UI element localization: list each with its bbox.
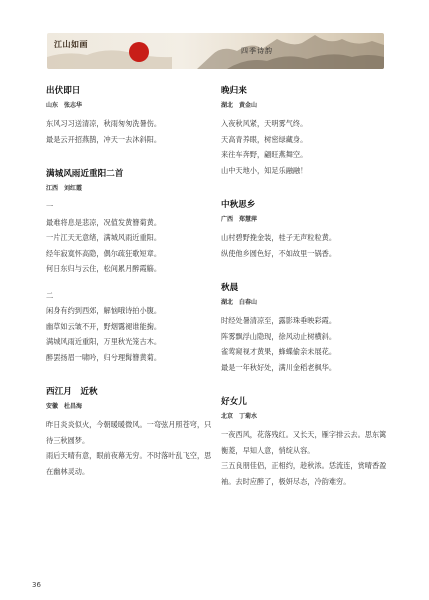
poem-line: 经年寂寞怀高隐，偶尔疏狂歌短章。 — [46, 248, 162, 258]
poem-line: 阵雾飘浮山隐现，徐风动止树横斜。 — [221, 331, 337, 341]
poem-wanguilai — [221, 85, 389, 178]
poem-author — [46, 403, 214, 411]
author-name: 郑慧萍 — [239, 216, 258, 223]
poem-line: 幽草如云皱不开，野烟霭褪谁能掬。 — [46, 321, 162, 331]
poem-qiuchen — [221, 282, 389, 375]
poem-stanza: 雨后天晴有意，眼前夜幕无穷。不时落叶乱飞空，思在幽林灵动。 — [46, 451, 212, 476]
poem-title: 满城风雨近重阳二首 — [46, 169, 124, 179]
poem-title: 出伏即日 — [46, 86, 81, 96]
poem-line: 醉罢扬眉一啸吟，归兮理髯簪黄菊。 — [46, 352, 162, 362]
poem-mancheng — [46, 168, 214, 365]
poem-line: 何日东归与云住，松间累月醉霞觞。 — [46, 264, 162, 273]
author-name: 张志华 — [64, 102, 83, 109]
poem-author — [46, 185, 214, 193]
poem-line: 一片江天无意绪，满城风雨近重阳。 — [46, 233, 162, 242]
poem-author — [221, 216, 389, 224]
poem-line: 最是一年秋好处，满川金稻老枫华。 — [221, 362, 337, 372]
banner-title: 江山如画 — [54, 39, 88, 49]
poem-stanza: 一夜西风，花落残红。又长天，雁字排云去。思东篱衡菱，早知人意，悄绽从容。 — [221, 430, 387, 455]
author-name: 丁菊水 — [239, 413, 258, 420]
poem-line: 东风习习送清凉，秋雨匆匆洗暑伤。 — [46, 119, 162, 128]
section-marker: 一 — [46, 202, 54, 211]
author-region: 湖北 — [221, 299, 234, 306]
poem-line: 闲身有约到西郊，解恼哦诗拍小腹。 — [46, 306, 162, 315]
poem-line: 雀莺窥视才黄果，蜂蝶偷亲未展花。 — [221, 347, 337, 356]
poem-line: 来往车奔野，翩旺燕舞空。 — [221, 150, 308, 159]
author-region: 广西 — [221, 216, 234, 223]
author-name: 黄金山 — [239, 102, 258, 109]
poem-author — [221, 102, 389, 110]
poem-haonver — [221, 396, 389, 489]
poem-stanza: 三五良朋佳侣，正相约，趁秋浓。恁流连，赏晴香盈袖。去时应醉了，极妍尽态，冷韵难穷。 — [221, 461, 387, 486]
poem-title: 秋晨 — [221, 283, 239, 293]
author-name: 刘红霞 — [64, 185, 83, 192]
poem-line: 时经处暑清凉至，露影珠垂映彩霞。 — [221, 316, 337, 325]
poem-line: 山村碧野挽金装，桂子无声粒粒黄。 — [221, 233, 337, 242]
page-number: 36 — [32, 581, 41, 589]
section-marker: 二 — [46, 290, 54, 300]
author-region: 安徽 — [46, 403, 59, 410]
poem-line: 纵使他乡圆色好，不如故里一锅香。 — [221, 248, 337, 258]
poem-chufu — [46, 85, 214, 147]
header-banner — [47, 33, 384, 69]
poem-title: 好女儿 — [221, 397, 247, 407]
poem-stanza: 昨日炎炎似火，今朝暖暖微风。一弯弦月照苍穹，只待三秋圆梦。 — [46, 420, 212, 445]
poem-line: 山中天地小，知足乐融融！ — [221, 165, 308, 175]
author-name: 杜昌海 — [64, 403, 83, 410]
author-region: 湖北 — [221, 102, 234, 109]
landscape-banner-art — [47, 33, 384, 69]
poem-line: 最难将息是悲凉，况值发黄簪菊黄。 — [46, 217, 162, 227]
banner-subtitle: 四季诗韵 — [241, 47, 273, 55]
author-name: 白春山 — [239, 299, 258, 306]
poem-line: 满城风雨近重阳，万里秋光笼古木。 — [46, 337, 162, 346]
left-column — [46, 85, 214, 500]
poem-title: 西江月 近秋 — [46, 387, 98, 397]
poem-author — [46, 102, 214, 110]
poem-line: 入夜秋风紧，天明雾气终。 — [221, 119, 308, 128]
poem-title: 中秋思乡 — [221, 200, 256, 210]
author-region: 江西 — [46, 185, 59, 192]
poem-line: 最是云开招燕鹊，冲天一去沐斜阳。 — [46, 134, 162, 144]
poem-line: 天高青养眼，树密绿藏身。 — [221, 134, 308, 144]
author-region: 山东 — [46, 102, 59, 109]
poem-zhongqiu — [221, 199, 389, 261]
poem-title: 晚归来 — [221, 86, 247, 96]
poem-author — [221, 413, 389, 421]
poem-xijiangyue — [46, 386, 214, 479]
right-column — [221, 85, 389, 510]
red-sun-icon — [129, 42, 149, 62]
poem-author — [221, 299, 389, 307]
author-region: 北京 — [221, 413, 234, 420]
